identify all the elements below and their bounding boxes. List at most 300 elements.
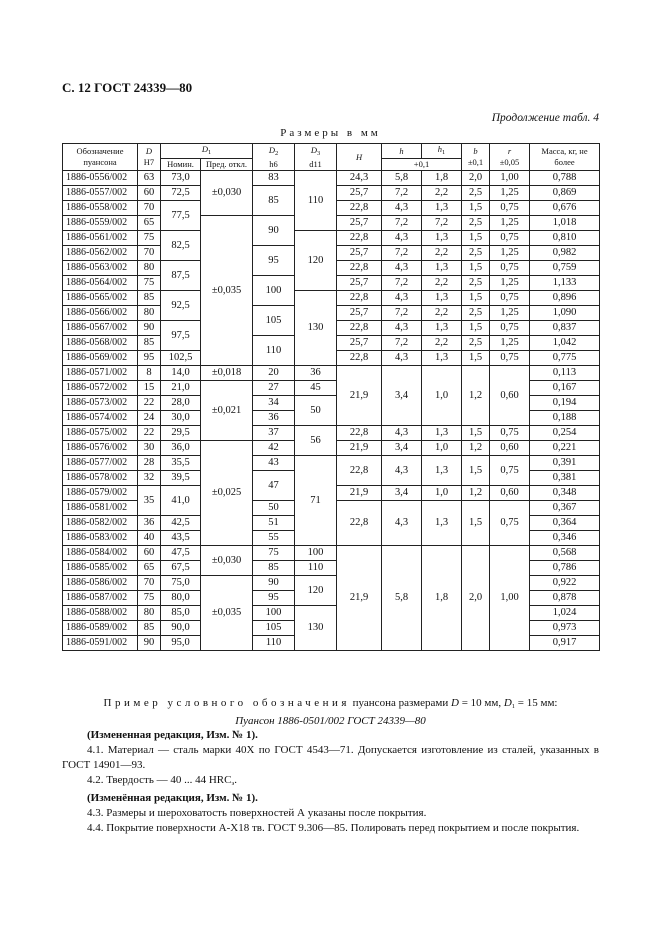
cell-D1-nominal: 42,5 — [161, 516, 201, 531]
cell-designation: 1886-0557/002 — [63, 186, 138, 201]
cell-h: 3,4 — [382, 441, 422, 456]
cell-h1: 1,3 — [422, 456, 462, 486]
cell-designation: 1886-0565/002 — [63, 291, 138, 306]
cell-H: 25,7 — [337, 306, 382, 321]
cell-D1-deviation: ±0,035 — [201, 216, 253, 366]
cell-D: 75 — [138, 591, 161, 606]
cell-D: 65 — [138, 216, 161, 231]
cell-r: 0,75 — [490, 351, 530, 366]
table-row — [63, 231, 600, 246]
cell-b: 2,5 — [462, 336, 490, 351]
cell-mass: 0,254 — [530, 426, 600, 441]
cell-designation: 1886-0577/002 — [63, 456, 138, 471]
cell-D: 95 — [138, 351, 161, 366]
cell-mass: 0,348 — [530, 486, 600, 501]
cell-D2: 105 — [253, 621, 295, 636]
cell-h1: 1,3 — [422, 291, 462, 306]
cell-H: 25,7 — [337, 276, 382, 291]
cell-D1-nominal: 67,5 — [161, 561, 201, 576]
cell-D2: 27 — [253, 381, 295, 396]
cell-D: 85 — [138, 291, 161, 306]
cell-mass: 0,676 — [530, 201, 600, 216]
cell-b: 2,5 — [462, 186, 490, 201]
cell-D2: 83 — [253, 171, 295, 186]
cell-D1-deviation: ±0,025 — [201, 441, 253, 546]
col-D2: $D_2$ h6 — [253, 144, 295, 171]
cell-D: 15 — [138, 381, 161, 396]
cell-D3: 120 — [295, 231, 337, 291]
cell-D2: 43 — [253, 456, 295, 471]
cell-H: 25,7 — [337, 216, 382, 231]
designation-example: Пример условного обозначения пуансона размерами D = 10 мм, $D_1 = 15$ мм: Пуансон 1886-0501/002 ГОСТ 24339—80 — [103, 697, 558, 727]
cell-D2: 90 — [253, 216, 295, 246]
cell-h: 7,2 — [382, 276, 422, 291]
cell-D2: 100 — [253, 276, 295, 306]
cell-D: 32 — [138, 471, 161, 486]
cell-mass: 0,367 — [530, 501, 600, 516]
col-D1-nominal: Номин. — [161, 159, 201, 171]
cell-b: 2,0 — [462, 546, 490, 651]
cell-D1-deviation: ±0,018 — [201, 366, 253, 381]
cell-D1-nominal: 85,0 — [161, 606, 201, 621]
cell-h: 4,3 — [382, 501, 422, 546]
cell-D3: 120 — [295, 576, 337, 606]
cell-D2: 85 — [253, 186, 295, 216]
cell-mass: 0,759 — [530, 261, 600, 276]
col-D3: $D_3$ d11 — [295, 144, 337, 171]
edition-note-1: (Измененная редакция, Изм. № 1). — [87, 729, 258, 741]
table-continuation-label: Продолжение табл. 4 — [491, 112, 599, 124]
cell-designation: 1886-0562/002 — [63, 246, 138, 261]
cell-b: 2,0 — [462, 171, 490, 186]
col-b: b ±0,1 — [462, 144, 490, 171]
cell-r: 1,00 — [490, 171, 530, 186]
cell-b: 1,2 — [462, 366, 490, 426]
cell-designation: 1886-0583/002 — [63, 531, 138, 546]
cell-r: 1,25 — [490, 216, 530, 231]
cell-D: 70 — [138, 246, 161, 261]
col-designation: Обозначение пуансона — [63, 144, 138, 171]
cell-D2: 75 — [253, 546, 295, 561]
cell-D1-nominal: 77,5 — [161, 201, 201, 231]
table-row — [63, 456, 600, 471]
cell-H: 22,8 — [337, 321, 382, 336]
cell-D3: 56 — [295, 426, 337, 456]
cell-D3: 110 — [295, 171, 337, 231]
cell-H: 25,7 — [337, 246, 382, 261]
cell-H: 21,9 — [337, 546, 382, 651]
cell-designation: 1886-0564/002 — [63, 276, 138, 291]
cell-D: 80 — [138, 261, 161, 276]
cell-h1: 1,3 — [422, 321, 462, 336]
clause-4-1: 4.1. Материал — сталь марки 40Х по ГОСТ 4543—71. Допускается изготовление из сталей, указанных в ГОСТ 14901—93. — [62, 744, 599, 771]
example-designation: Пуансон 1886-0501/002 ГОСТ 24339—80 — [235, 715, 426, 727]
cell-h1: 1,8 — [422, 171, 462, 186]
cell-b: 1,2 — [462, 441, 490, 456]
cell-r: 1,25 — [490, 186, 530, 201]
page-header: С. 12 ГОСТ 24339—80 — [62, 80, 193, 95]
cell-h1: 1,0 — [422, 486, 462, 501]
cell-D3: 50 — [295, 396, 337, 426]
cell-D: 36 — [138, 516, 161, 531]
cell-D2: 110 — [253, 636, 295, 651]
cell-h: 7,2 — [382, 216, 422, 231]
cell-D: 80 — [138, 606, 161, 621]
cell-h1: 2,2 — [422, 336, 462, 351]
cell-D: 30 — [138, 441, 161, 456]
cell-h: 3,4 — [382, 366, 422, 426]
cell-h1: 1,3 — [422, 426, 462, 441]
cell-mass: 0,188 — [530, 411, 600, 426]
cell-h: 4,3 — [382, 291, 422, 306]
cell-designation: 1886-0581/002 — [63, 501, 138, 516]
cell-H: 21,9 — [337, 366, 382, 426]
cell-r: 0,60 — [490, 366, 530, 426]
cell-D3: 130 — [295, 606, 337, 651]
cell-H: 22,8 — [337, 426, 382, 441]
cell-h: 4,3 — [382, 456, 422, 486]
cell-r: 0,60 — [490, 486, 530, 501]
cell-D1-deviation: ±0,030 — [201, 546, 253, 576]
cell-D2: 90 — [253, 576, 295, 591]
notes-block — [62, 728, 599, 836]
clause-4-4: 4.4. Покрытие поверхности А-Х18 тв. ГОСТ 9.306—85. Полировать перед покрытием и после покрытия. — [87, 822, 580, 834]
cell-designation: 1886-0586/002 — [63, 576, 138, 591]
cell-r: 0,75 — [490, 321, 530, 336]
cell-mass: 0,364 — [530, 516, 600, 531]
cell-H: 22,8 — [337, 231, 382, 246]
cell-designation: 1886-0587/002 — [63, 591, 138, 606]
cell-designation: 1886-0589/002 — [63, 621, 138, 636]
cell-mass: 0,391 — [530, 456, 600, 471]
cell-designation: 1886-0591/002 — [63, 636, 138, 651]
cell-D: 90 — [138, 321, 161, 336]
cell-mass: 1,133 — [530, 276, 600, 291]
cell-D1-nominal: 47,5 — [161, 546, 201, 561]
cell-D3: 130 — [295, 291, 337, 366]
cell-mass: 0,346 — [530, 531, 600, 546]
col-h-tolerance: +0,1 — [382, 159, 462, 171]
cell-D1-nominal: 92,5 — [161, 291, 201, 321]
cell-r: 0,75 — [490, 261, 530, 276]
cell-h: 4,3 — [382, 201, 422, 216]
cell-D2: 47 — [253, 471, 295, 501]
cell-D3: 36 — [295, 366, 337, 381]
cell-D2: 51 — [253, 516, 295, 531]
cell-designation: 1886-0582/002 — [63, 516, 138, 531]
cell-b: 1,5 — [462, 501, 490, 546]
cell-designation: 1886-0578/002 — [63, 471, 138, 486]
cell-D: 63 — [138, 171, 161, 186]
cell-D: 85 — [138, 336, 161, 351]
cell-D: 80 — [138, 306, 161, 321]
cell-r: 0,75 — [490, 456, 530, 486]
cell-D2: 50 — [253, 501, 295, 516]
cell-D2: 37 — [253, 426, 295, 441]
cell-h1: 1,3 — [422, 261, 462, 276]
cell-H: 22,8 — [337, 291, 382, 306]
cell-r: 1,00 — [490, 546, 530, 651]
col-r: r ±0,05 — [490, 144, 530, 171]
cell-designation: 1886-0572/002 — [63, 381, 138, 396]
cell-mass: 0,869 — [530, 186, 600, 201]
cell-h: 7,2 — [382, 336, 422, 351]
clause-4-3: 4.3. Размеры и шероховатость поверхностей А указаны после покрытия. — [87, 807, 427, 819]
cell-h: 4,3 — [382, 321, 422, 336]
cell-D: 75 — [138, 276, 161, 291]
cell-r: 0,60 — [490, 441, 530, 456]
cell-D2: 42 — [253, 441, 295, 456]
table-row — [63, 291, 600, 306]
col-D: D H7 — [138, 144, 161, 171]
cell-H: 25,7 — [337, 186, 382, 201]
cell-D1-nominal: 80,0 — [161, 591, 201, 606]
cell-mass: 1,024 — [530, 606, 600, 621]
cell-mass: 0,973 — [530, 621, 600, 636]
cell-designation: 1886-0567/002 — [63, 321, 138, 336]
cell-r: 0,75 — [490, 501, 530, 546]
cell-designation: 1886-0569/002 — [63, 351, 138, 366]
cell-D: 85 — [138, 621, 161, 636]
cell-D1-deviation: ±0,030 — [201, 171, 253, 216]
cell-b: 1,5 — [462, 201, 490, 216]
cell-h: 4,3 — [382, 231, 422, 246]
cell-H: 22,8 — [337, 201, 382, 216]
col-H: H — [337, 144, 382, 171]
cell-D2: 55 — [253, 531, 295, 546]
cell-mass: 0,775 — [530, 351, 600, 366]
cell-D: 22 — [138, 396, 161, 411]
cell-D1-nominal: 97,5 — [161, 321, 201, 351]
cell-H: 22,8 — [337, 261, 382, 276]
cell-r: 0,75 — [490, 426, 530, 441]
cell-b: 2,5 — [462, 276, 490, 291]
cell-designation: 1886-0558/002 — [63, 201, 138, 216]
cell-D1-nominal: 73,0 — [161, 171, 201, 186]
col-D1-deviation: Пред. откл. — [201, 159, 253, 171]
cell-designation: 1886-0563/002 — [63, 261, 138, 276]
cell-b: 1,5 — [462, 456, 490, 486]
cell-h1: 1,0 — [422, 441, 462, 456]
cell-D3: 100 — [295, 546, 337, 561]
table-row — [63, 366, 600, 381]
cell-mass: 0,917 — [530, 636, 600, 651]
cell-designation: 1886-0576/002 — [63, 441, 138, 456]
col-h: h — [382, 144, 422, 159]
cell-mass: 0,221 — [530, 441, 600, 456]
sizes-caption: Размеры в мм — [280, 127, 381, 139]
cell-h: 4,3 — [382, 426, 422, 441]
cell-D1-nominal: 39,5 — [161, 471, 201, 486]
cell-h1: 1,3 — [422, 201, 462, 216]
cell-D1-nominal: 30,0 — [161, 411, 201, 426]
cell-mass: 0,167 — [530, 381, 600, 396]
cell-H: 24,3 — [337, 171, 382, 186]
cell-r: 1,25 — [490, 336, 530, 351]
cell-designation: 1886-0573/002 — [63, 396, 138, 411]
cell-mass: 0,568 — [530, 546, 600, 561]
cell-b: 2,5 — [462, 246, 490, 261]
cell-b: 1,5 — [462, 231, 490, 246]
cell-mass: 1,018 — [530, 216, 600, 231]
cell-b: 1,5 — [462, 351, 490, 366]
cell-mass: 0,381 — [530, 471, 600, 486]
cell-designation: 1886-0588/002 — [63, 606, 138, 621]
clause-4-2: 4.2. Твердость — 40 ... 44 $HRC_э$. — [87, 774, 238, 787]
cell-D1-deviation: ±0,035 — [201, 576, 253, 651]
cell-D: 65 — [138, 561, 161, 576]
cell-D: 28 — [138, 456, 161, 471]
cell-mass: 0,786 — [530, 561, 600, 576]
cell-D2: 100 — [253, 606, 295, 621]
cell-h: 7,2 — [382, 186, 422, 201]
cell-r: 1,25 — [490, 306, 530, 321]
cell-H: 21,9 — [337, 486, 382, 501]
cell-b: 2,5 — [462, 216, 490, 231]
cell-D1-nominal: 35,5 — [161, 456, 201, 471]
cell-mass: 0,878 — [530, 591, 600, 606]
cell-D1-nominal: 87,5 — [161, 261, 201, 291]
cell-D3: 71 — [295, 456, 337, 546]
cell-mass: 0,896 — [530, 291, 600, 306]
cell-h: 5,8 — [382, 171, 422, 186]
cell-r: 1,25 — [490, 276, 530, 291]
cell-designation: 1886-0584/002 — [63, 546, 138, 561]
cell-D2: 20 — [253, 366, 295, 381]
cell-h1: 2,2 — [422, 246, 462, 261]
cell-D3: 45 — [295, 381, 337, 396]
cell-mass: 0,788 — [530, 171, 600, 186]
cell-mass: 0,982 — [530, 246, 600, 261]
punch-dimensions-table — [62, 143, 600, 651]
cell-designation: 1886-0575/002 — [63, 426, 138, 441]
cell-D2: 110 — [253, 336, 295, 366]
table-row — [63, 171, 600, 186]
cell-h: 4,3 — [382, 261, 422, 276]
cell-h1: 1,3 — [422, 231, 462, 246]
cell-h1: 2,2 — [422, 186, 462, 201]
cell-designation: 1886-0561/002 — [63, 231, 138, 246]
cell-D1-nominal: 72,5 — [161, 186, 201, 201]
table-body — [63, 171, 600, 651]
cell-D: 35 — [138, 486, 161, 516]
cell-h: 7,2 — [382, 306, 422, 321]
table-row — [63, 426, 600, 441]
cell-mass: 0,194 — [530, 396, 600, 411]
cell-H: 21,9 — [337, 441, 382, 456]
edition-note-2: (Изменённая редакция, Изм. № 1). — [87, 792, 258, 804]
cell-r: 0,75 — [490, 231, 530, 246]
cell-h: 4,3 — [382, 351, 422, 366]
cell-D1-nominal: 90,0 — [161, 621, 201, 636]
cell-D2: 95 — [253, 591, 295, 606]
cell-H: 22,8 — [337, 501, 382, 546]
cell-H: 22,8 — [337, 456, 382, 486]
cell-h: 7,2 — [382, 246, 422, 261]
cell-D: 22 — [138, 426, 161, 441]
cell-D2: 34 — [253, 396, 295, 411]
cell-b: 1,5 — [462, 426, 490, 441]
cell-mass: 1,090 — [530, 306, 600, 321]
cell-D1-nominal: 82,5 — [161, 231, 201, 261]
cell-designation: 1886-0579/002 — [63, 486, 138, 501]
cell-h1: 1,3 — [422, 501, 462, 546]
cell-D2: 105 — [253, 306, 295, 336]
cell-designation: 1886-0566/002 — [63, 306, 138, 321]
cell-b: 2,5 — [462, 306, 490, 321]
cell-b: 1,2 — [462, 486, 490, 501]
cell-D: 60 — [138, 546, 161, 561]
cell-designation: 1886-0585/002 — [63, 561, 138, 576]
cell-h1: 2,2 — [422, 306, 462, 321]
cell-mass: 1,042 — [530, 336, 600, 351]
cell-D: 24 — [138, 411, 161, 426]
cell-b: 1,5 — [462, 321, 490, 336]
cell-D3: 110 — [295, 561, 337, 576]
col-h1: $h_1$ — [422, 144, 462, 159]
cell-mass: 0,837 — [530, 321, 600, 336]
cell-H: 22,8 — [337, 351, 382, 366]
cell-h1: 7,2 — [422, 216, 462, 231]
cell-h: 5,8 — [382, 546, 422, 651]
cell-D1-nominal: 21,0 — [161, 381, 201, 396]
cell-h: 3,4 — [382, 486, 422, 501]
cell-mass: 0,922 — [530, 576, 600, 591]
cell-mass: 0,810 — [530, 231, 600, 246]
cell-D1-nominal: 75,0 — [161, 576, 201, 591]
col-D1: $D_1$ — [161, 144, 253, 159]
cell-mass: 0,113 — [530, 366, 600, 381]
cell-D: 70 — [138, 576, 161, 591]
cell-designation: 1886-0574/002 — [63, 411, 138, 426]
cell-H: 25,7 — [337, 336, 382, 351]
cell-h1: 1,0 — [422, 366, 462, 426]
cell-D1-nominal: 36,0 — [161, 441, 201, 456]
cell-b: 1,5 — [462, 261, 490, 276]
cell-r: 0,75 — [490, 291, 530, 306]
cell-h1: 1,8 — [422, 546, 462, 651]
cell-h1: 2,2 — [422, 276, 462, 291]
cell-h1: 1,3 — [422, 351, 462, 366]
cell-r: 1,25 — [490, 246, 530, 261]
cell-D1-deviation: ±0,021 — [201, 381, 253, 441]
cell-D2: 95 — [253, 246, 295, 276]
cell-D: 40 — [138, 531, 161, 546]
cell-D1-nominal: 28,0 — [161, 396, 201, 411]
cell-D: 60 — [138, 186, 161, 201]
cell-D: 70 — [138, 201, 161, 216]
cell-designation: 1886-0568/002 — [63, 336, 138, 351]
col-mass: Масса, кг, не более — [530, 144, 600, 171]
cell-b: 1,5 — [462, 291, 490, 306]
cell-D1-nominal: 14,0 — [161, 366, 201, 381]
cell-r: 0,75 — [490, 201, 530, 216]
cell-D2: 85 — [253, 561, 295, 576]
cell-D: 90 — [138, 636, 161, 651]
cell-designation: 1886-0559/002 — [63, 216, 138, 231]
cell-D1-nominal: 102,5 — [161, 351, 201, 366]
cell-designation: 1886-0556/002 — [63, 171, 138, 186]
cell-D1-nominal: 41,0 — [161, 486, 201, 516]
cell-D1-nominal: 29,5 — [161, 426, 201, 441]
cell-D1-nominal: 95,0 — [161, 636, 201, 651]
cell-D: 8 — [138, 366, 161, 381]
cell-D: 75 — [138, 231, 161, 246]
cell-D1-nominal: 43,5 — [161, 531, 201, 546]
cell-D2: 36 — [253, 411, 295, 426]
table-row — [63, 546, 600, 561]
cell-designation: 1886-0571/002 — [63, 366, 138, 381]
